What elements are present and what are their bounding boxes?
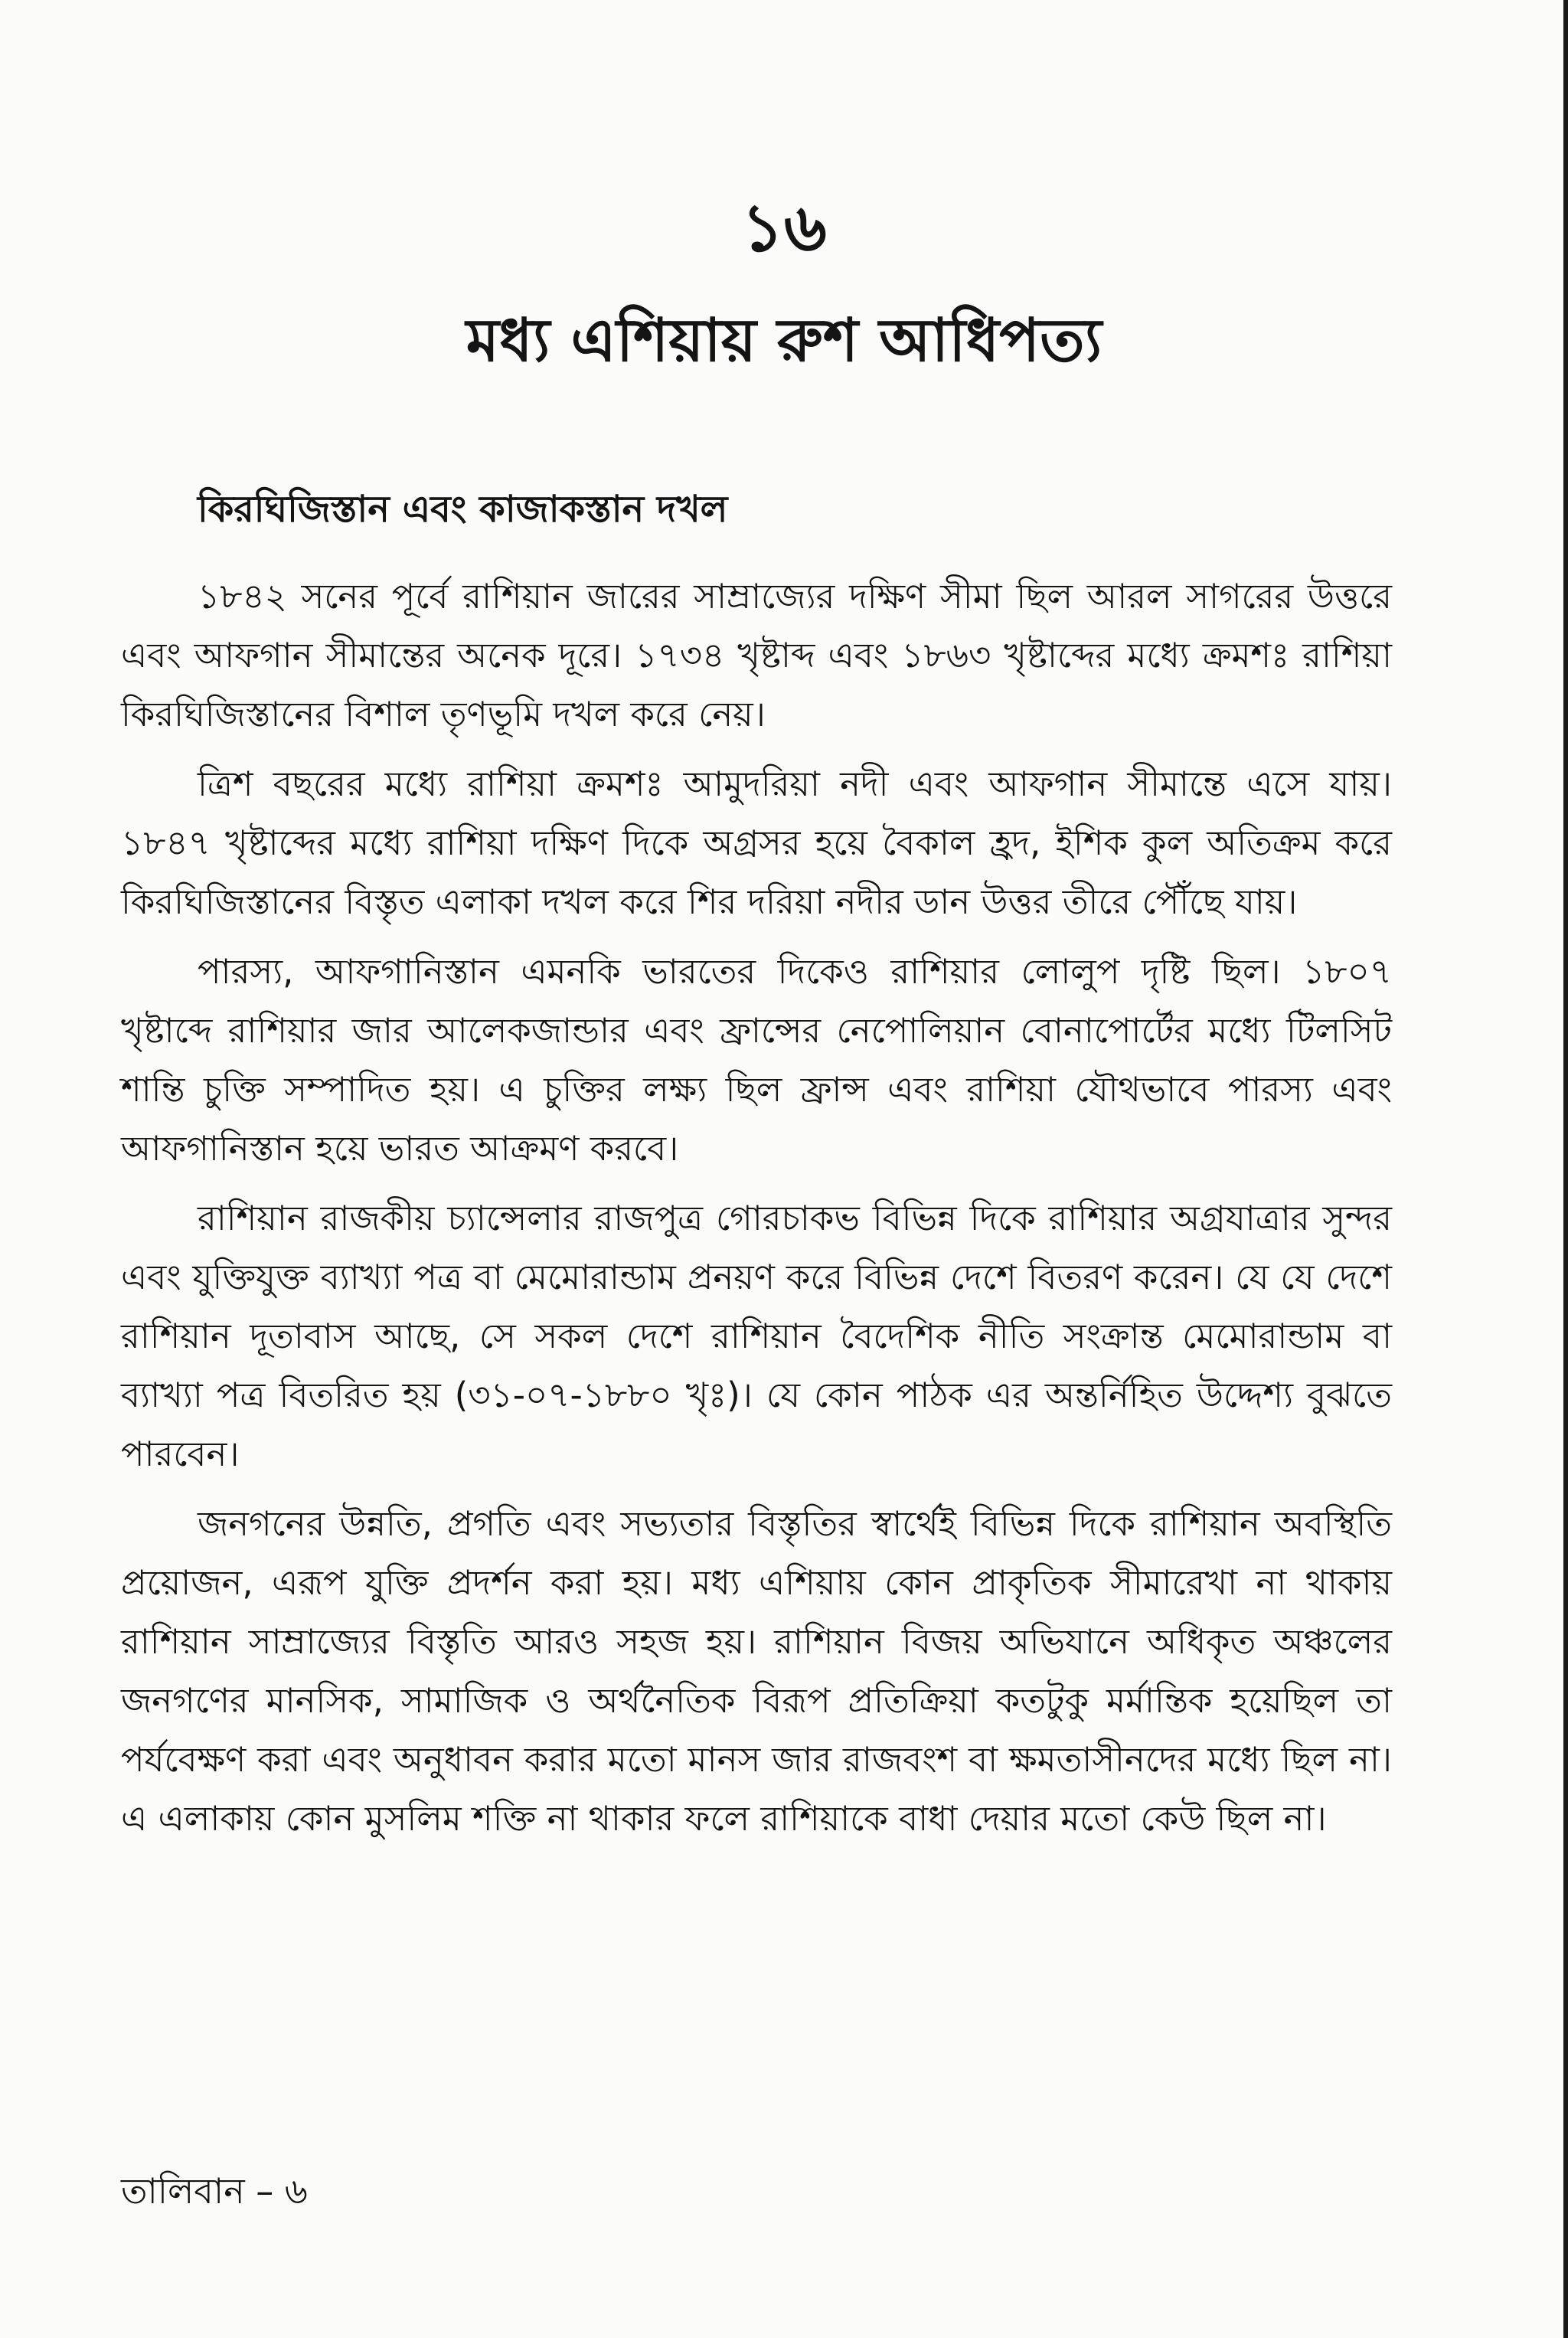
paragraph-3: পারস্য, আফগানিস্তান এমনকি ভারতের দিকেও রাশিয়ার লোলুপ দৃষ্টি ছিল। ১৮০৭ খৃষ্টাব্দে রাশিয়ার জার আলেকজান্ডার এবং ফ্রান্সের নেপোলিয়ান বোনাপোর্টের মধ্যে টিলসিট শান্তি চুক্তি সম্পাদিত হয়। এ চুক্তির লক্ষ্য ছিল ফ্রান্স এবং রাশিয়া যৌথভাবে পারস্য এবং আফগানিস্তান হয়ে ভারত আক্রমণ করবে।: [121, 951, 1392, 1169]
section-heading: কিরঘিজিস্তান এবং কাজাকস্তান দখল: [198, 488, 728, 531]
paragraph-5: জনগনের উন্নতি, প্রগতি এবং সভ্যতার বিস্তৃতির স্বার্থেই বিভিন্ন দিকে রাশিয়ান অবস্থিতি প্রয়োজন, এরূপ যুক্তি প্রদর্শন করা হয়। মধ্য এশিয়ায় কোন প্রাকৃতিক সীমারেখা না থাকায় রাশিয়ান সাম্রাজ্যের বিস্তৃতি আরও সহজ হয়। রাশিয়ান বিজয় অভিযানে অধিকৃত অঞ্চলের জনগণের মানসিক, সামাজিক ও অর্থনৈতিক বিরূপ প্রতিক্রিয়া কতটুকু মর্মান্তিক হয়েছিল তা পর্যবেক্ষণ করা এবং অনুধাবন করার মতো মানস জার রাজবংশ বা ক্ষমতাসীনদের মধ্যে ছিল না। এ এলাকায় কোন মুসলিম শক্তি না থাকার ফলে রাশিয়াকে বাধা দেয়ার মতো কেউ ছিল না।: [121, 1503, 1392, 1839]
chapter-title: মধ্য এশিয়ায় রুশ আধিপত্য: [466, 306, 1102, 375]
paragraph-4: রাশিয়ান রাজকীয় চ্যান্সেলার রাজপুত্র গোরচাকভ বিভিন্ন দিকে রাশিয়ার অগ্রযাত্রার সুন্দর এবং যুক্তিযুক্ত ব্যাখ্যা পত্র বা মেমোরান্ডাম প্রনয়ণ করে বিভিন্ন দেশে বিতরণ করেন। যে যে দেশে রাশিয়ান দূতাবাস আছে, সে সকল দেশে রাশিয়ান বৈদেশিক নীতি সংক্রান্ত মেমোরান্ডাম বা ব্যাখ্যা পত্র বিতরিত হয় (৩১-০৭-১৮৮০ খৃঃ)। যে কোন পাঠক এর অন্তর্নিহিত উদ্দেশ্য বুঝতে পারবেন।: [121, 1198, 1392, 1474]
page-footer-signature: তালিবান – ৬: [121, 2170, 308, 2212]
paragraph-1: ১৮৪২ সনের পূর্বে রাশিয়ান জারের সাম্রাজ্যের দক্ষিণ সীমা ছিল আরল সাগরের উত্তরে এবং আফগান সীমান্তের অনেক দূরে। ১৭৩৪ খৃষ্টাব্দ এবং ১৮৬৩ খৃষ্টাব্দের মধ্যে ক্রমশঃ রাশিয়া কিরঘিজিস্তানের বিশাল তৃণভূমি দখল করে নেয়।: [121, 576, 1392, 734]
chapter-number: ১৬: [741, 190, 827, 266]
paragraph-2: ত্রিশ বছরের মধ্যে রাশিয়া ক্রমশঃ আমুদরিয়া নদী এবং আফগান সীমান্তে এসে যায়। ১৮৪৭ খৃষ্টাব্দের মধ্যে রাশিয়া দক্ষিণ দিকে অগ্রসর হয়ে বৈকাল হ্রদ, ইশিক কুল অতিক্রম করে কিরঘিজিস্তানের বিস্তৃত এলাকা দখল করে শির দরিয়া নদীর ডান উত্তর তীরে পৌঁছে যায়।: [121, 764, 1392, 922]
body-text: [121, 567, 1392, 1859]
